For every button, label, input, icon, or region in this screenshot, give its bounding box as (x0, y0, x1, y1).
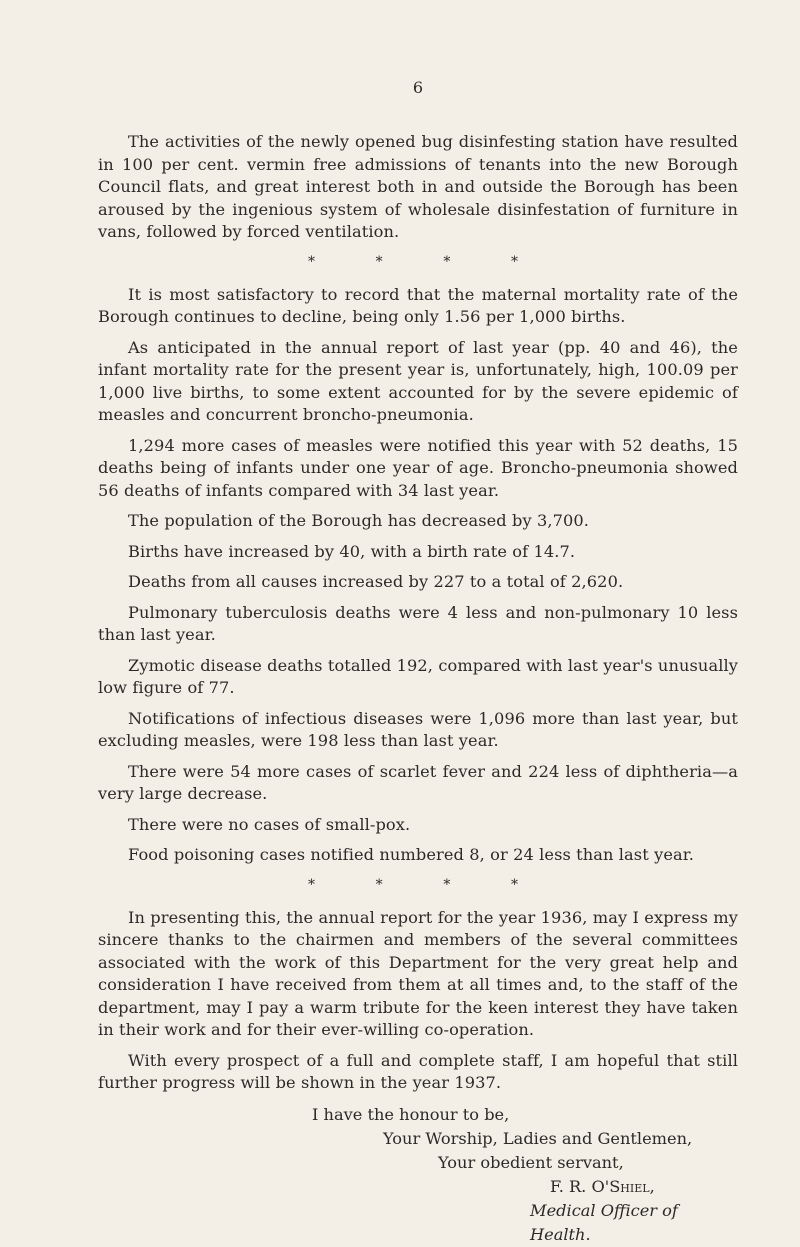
paragraph-zymotic: Zymotic disease deaths totalled 192, compared with last year's unusually low figure of 77. (98, 655, 738, 697)
paragraph-disinfesting-station: The activities of the newly opened bug disinfesting station have resulted in 100 per cent. vermin free admissions of tenants into the new Borough Council flats, and great interest both in and outside the Borough has been aroused by the ingenious system of wholesale disinfestation of furniture in vans, followed by forced ventilation. (98, 132, 738, 241)
paragraph-scarlet-fever: There were 54 more cases of scarlet fever and 224 less of diphtheria—a very large decrease. (98, 761, 738, 803)
paragraph-tuberculosis: Pulmonary tuberculosis deaths were 4 less and non-pulmonary 10 less than last year. (98, 602, 738, 644)
paragraph-thanks: In presenting this, the annual report for the year 1936, may I express my sincere thanks to the chairmen and members of the several committees associated with the work of this Department for the very great help and consideration I have received from them at all times and, to the staff of the department, may I pay a warm tribute for the keen interest they have taken in their work and for their ever-willing co-operation. (98, 907, 738, 1039)
paragraph-deaths: Deaths from all causes increased by 227 to a total of 2,620. (128, 572, 624, 591)
separator-asterisk: * (510, 876, 518, 893)
signature-name (550, 1175, 738, 1199)
paragraph-infant-mortality: As anticipated in the annual report of last year (pp. 40 and 46), the infant mortality rate for the present year is, unfortunately, high, 100.09 per 1,000 live births, to some extent accounted for by the severe epidemic of measles and concurrent broncho-pneumonia. (98, 337, 738, 424)
section-separator (308, 875, 518, 895)
signature-initials: F. R. O' (550, 1176, 610, 1196)
signature-title: Medical Officer of Health. (530, 1200, 678, 1244)
separator-asterisk: * (443, 253, 451, 270)
separator-asterisk: * (308, 253, 315, 270)
paragraph-births: Births have increased by 40, with a birth rate of 14.7. (128, 541, 576, 561)
separator-asterisk: * (308, 876, 315, 893)
paragraph-small-pox: There were no cases of small-pox. (128, 814, 411, 834)
separator-asterisk: * (443, 876, 451, 893)
paragraph-food-poisoning: Food poisoning cases notified numbered 8, or 24 less than last year. (128, 845, 695, 864)
section-separator (308, 252, 518, 272)
page-number: 6 (412, 78, 424, 97)
closing-salutation: Your Worship, Ladies and Gentlemen, (383, 1128, 693, 1148)
paragraph-progress: With every prospect of a full and complete staff, I am hopeful that still further progress will be shown in the year 1937. (98, 1050, 738, 1092)
paragraph-measles: 1,294 more cases of measles were notified this year with 52 deaths, 15 deaths being of infants under one year of age. Broncho-pneumonia showed 56 deaths of infants compared with 34 last year. (98, 435, 738, 500)
closing-servant: Your obedient servant, (438, 1152, 624, 1172)
document-page (98, 78, 738, 1247)
separator-asterisk: * (375, 253, 383, 270)
paragraph-maternal-mortality: It is most satisfactory to record that the maternal mortality rate of the Borough continues to decline, being only 1.56 per 1,000 births. (98, 284, 738, 326)
signature-surname: Shiel, (609, 1176, 655, 1196)
paragraph-notifications: Notifications of infectious diseases were 1,096 more than last year, but excluding measles, were 198 less than last year. (98, 708, 738, 750)
separator-asterisk: * (375, 876, 383, 893)
separator-asterisk: * (510, 253, 518, 270)
closing-honour: I have the honour to be, (312, 1104, 510, 1124)
paragraph-population: The population of the Borough has decreased by 3,700. (128, 511, 590, 530)
